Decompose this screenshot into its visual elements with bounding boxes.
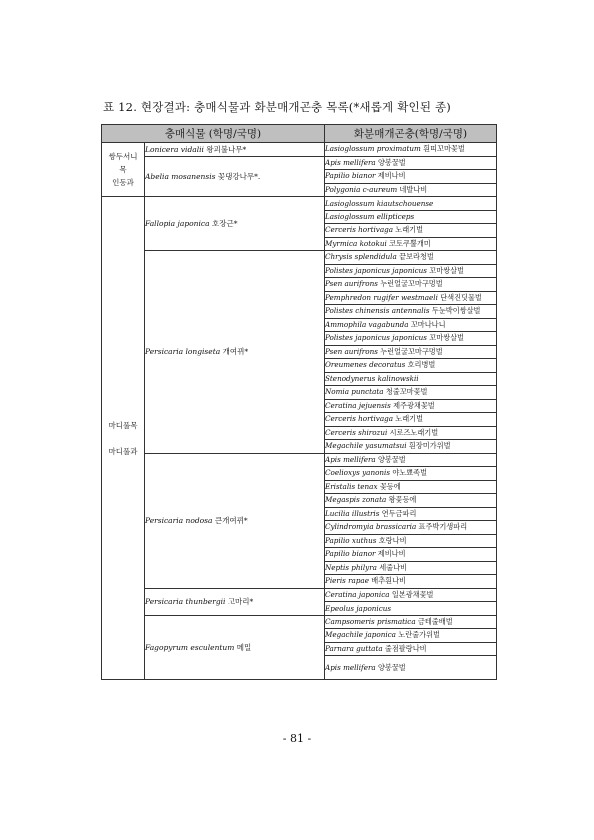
insect-cell: Polygonia c-aureum 네발나비: [325, 183, 497, 197]
plant-cell: Persicaria longiseta 개여뀌*: [145, 251, 325, 454]
family-order-label: 쌍두서니: [108, 152, 138, 161]
plant-cell: Persicaria thunbergii 고마리*: [145, 588, 325, 615]
insect-cell: Chrysis splendidula 끝보라청벌: [325, 251, 497, 265]
insect-cell: Psen aurifrons 누런얼굴꼬마구멍벌: [325, 278, 497, 292]
insect-cell: Pieris rapae 배추흰나비: [325, 575, 497, 589]
insect-cell: Eristalis tenax 꽃등에: [325, 480, 497, 494]
insect-cell: Lasioglossum kiautschouense: [325, 197, 497, 211]
insect-cell: Cerceris hortivaga 노래기벌: [325, 224, 497, 238]
family-cell: [102, 197, 145, 680]
family-name-label: 마디풀과: [108, 446, 138, 456]
plant-pollinator-table: [101, 124, 497, 680]
insect-cell: Ammophila vagabunda 꼬마나나니: [325, 318, 497, 332]
plant-cell: Abelia mosanensis 꽃댕강나무*.: [145, 156, 325, 197]
insect-cell: Papilio bianor 제비나비: [325, 548, 497, 562]
plant-cell: Lonicera vidalii 왕괴불나무*: [145, 143, 325, 157]
header-insect: 화분매개곤충(학명/국명): [325, 125, 497, 143]
insect-cell: Psen aurifrons 누런얼굴꼬마구멍벌: [325, 345, 497, 359]
insect-cell: Lucilia illustris 연두금파리: [325, 507, 497, 521]
insect-cell: Polistes japonicus japonicus 꼬마쌍살벌: [325, 332, 497, 346]
insect-cell: Stenodynerus kalinowskii: [325, 372, 497, 386]
insect-cell: Epeolus japonicus: [325, 602, 497, 616]
plant-cell: Fallopia japonica 호장근*: [145, 197, 325, 251]
table-header-row: [102, 125, 497, 143]
insect-cell: Neptis philyra 세줄나비: [325, 561, 497, 575]
insect-cell: Megachile yasumatsui 흰장미가위벌: [325, 440, 497, 454]
table-row: [102, 251, 497, 265]
insect-cell: Ceratina japonica 일본광채꽃벌: [325, 588, 497, 602]
insect-cell: Ceratina jejuensis 제주광채꽃벌: [325, 399, 497, 413]
page-number: - 81 -: [282, 732, 312, 745]
insect-cell: Cerceris shirozui 시로즈노래기벌: [325, 426, 497, 440]
insect-cell: Polistes japonicus japonicus 꼬마쌍살벌: [325, 264, 497, 278]
insect-cell: Polistes chinensis antennalis 두눈박이쌍살벌: [325, 305, 497, 319]
insect-cell: Papilio bianor 제비나비: [325, 170, 497, 184]
insect-cell: Oreumenes decoratus 호리병벌: [325, 359, 497, 373]
insect-cell: Apis mellifera 양봉꿀벌: [325, 453, 497, 467]
plant-cell: Persicaria nodosa 큰개여뀌*: [145, 453, 325, 588]
family-order-label: 목: [119, 165, 127, 174]
table-row: [102, 588, 497, 602]
header-plant: 충매식물 (학명/국명): [102, 125, 325, 143]
family-order-label: 마디풀목: [108, 420, 138, 430]
insect-cell: Parnara guttata 줄점팔랑나비: [325, 642, 497, 656]
table-row: [102, 143, 497, 157]
table-row: [102, 453, 497, 467]
insect-cell: Megaspis zonata 왕꽃등에: [325, 494, 497, 508]
insect-cell: Lasioglossum proximatum 흰띠꼬마꽃벌: [325, 143, 497, 157]
insect-cell: Coelioxys yanonis 야노뾰족벌: [325, 467, 497, 481]
table-row: [102, 197, 497, 211]
insect-cell: Papilio xuthus 호랑나비: [325, 534, 497, 548]
table-row: [102, 156, 497, 170]
insect-cell: Lasioglossum ellipticeps: [325, 210, 497, 224]
insect-cell: Nomia punctata 청줄꼬마꽃벌: [325, 386, 497, 400]
insect-cell: Myrmica kotokui 코토쿠뿔개미: [325, 237, 497, 251]
insect-cell: Apis mellifera 양봉꿀벌: [325, 656, 497, 680]
table-row: [102, 615, 497, 629]
family-name-label: 인동과: [112, 178, 134, 187]
table-caption: 표 12. 현장결과: 충매식물과 화분매개곤충 목록(*새롭게 확인된 종): [103, 100, 451, 114]
family-cell: [102, 143, 145, 197]
insect-cell: Campsomeris prismatica 금테줄배벌: [325, 615, 497, 629]
insect-cell: Cylindromyia brassicaria 표주박기생파리: [325, 521, 497, 535]
insect-cell: Cerceris hortivaga 노래기벌: [325, 413, 497, 427]
insect-cell: Megachile japonica 노란줄가위벌: [325, 629, 497, 643]
insect-cell: Pemphredon rugifer westmaeli 단색진딧물벌: [325, 291, 497, 305]
plant-cell: Fagopyrum esculentum 메밀: [145, 615, 325, 680]
insect-cell: Apis mellifera 양봉꿀벌: [325, 156, 497, 170]
